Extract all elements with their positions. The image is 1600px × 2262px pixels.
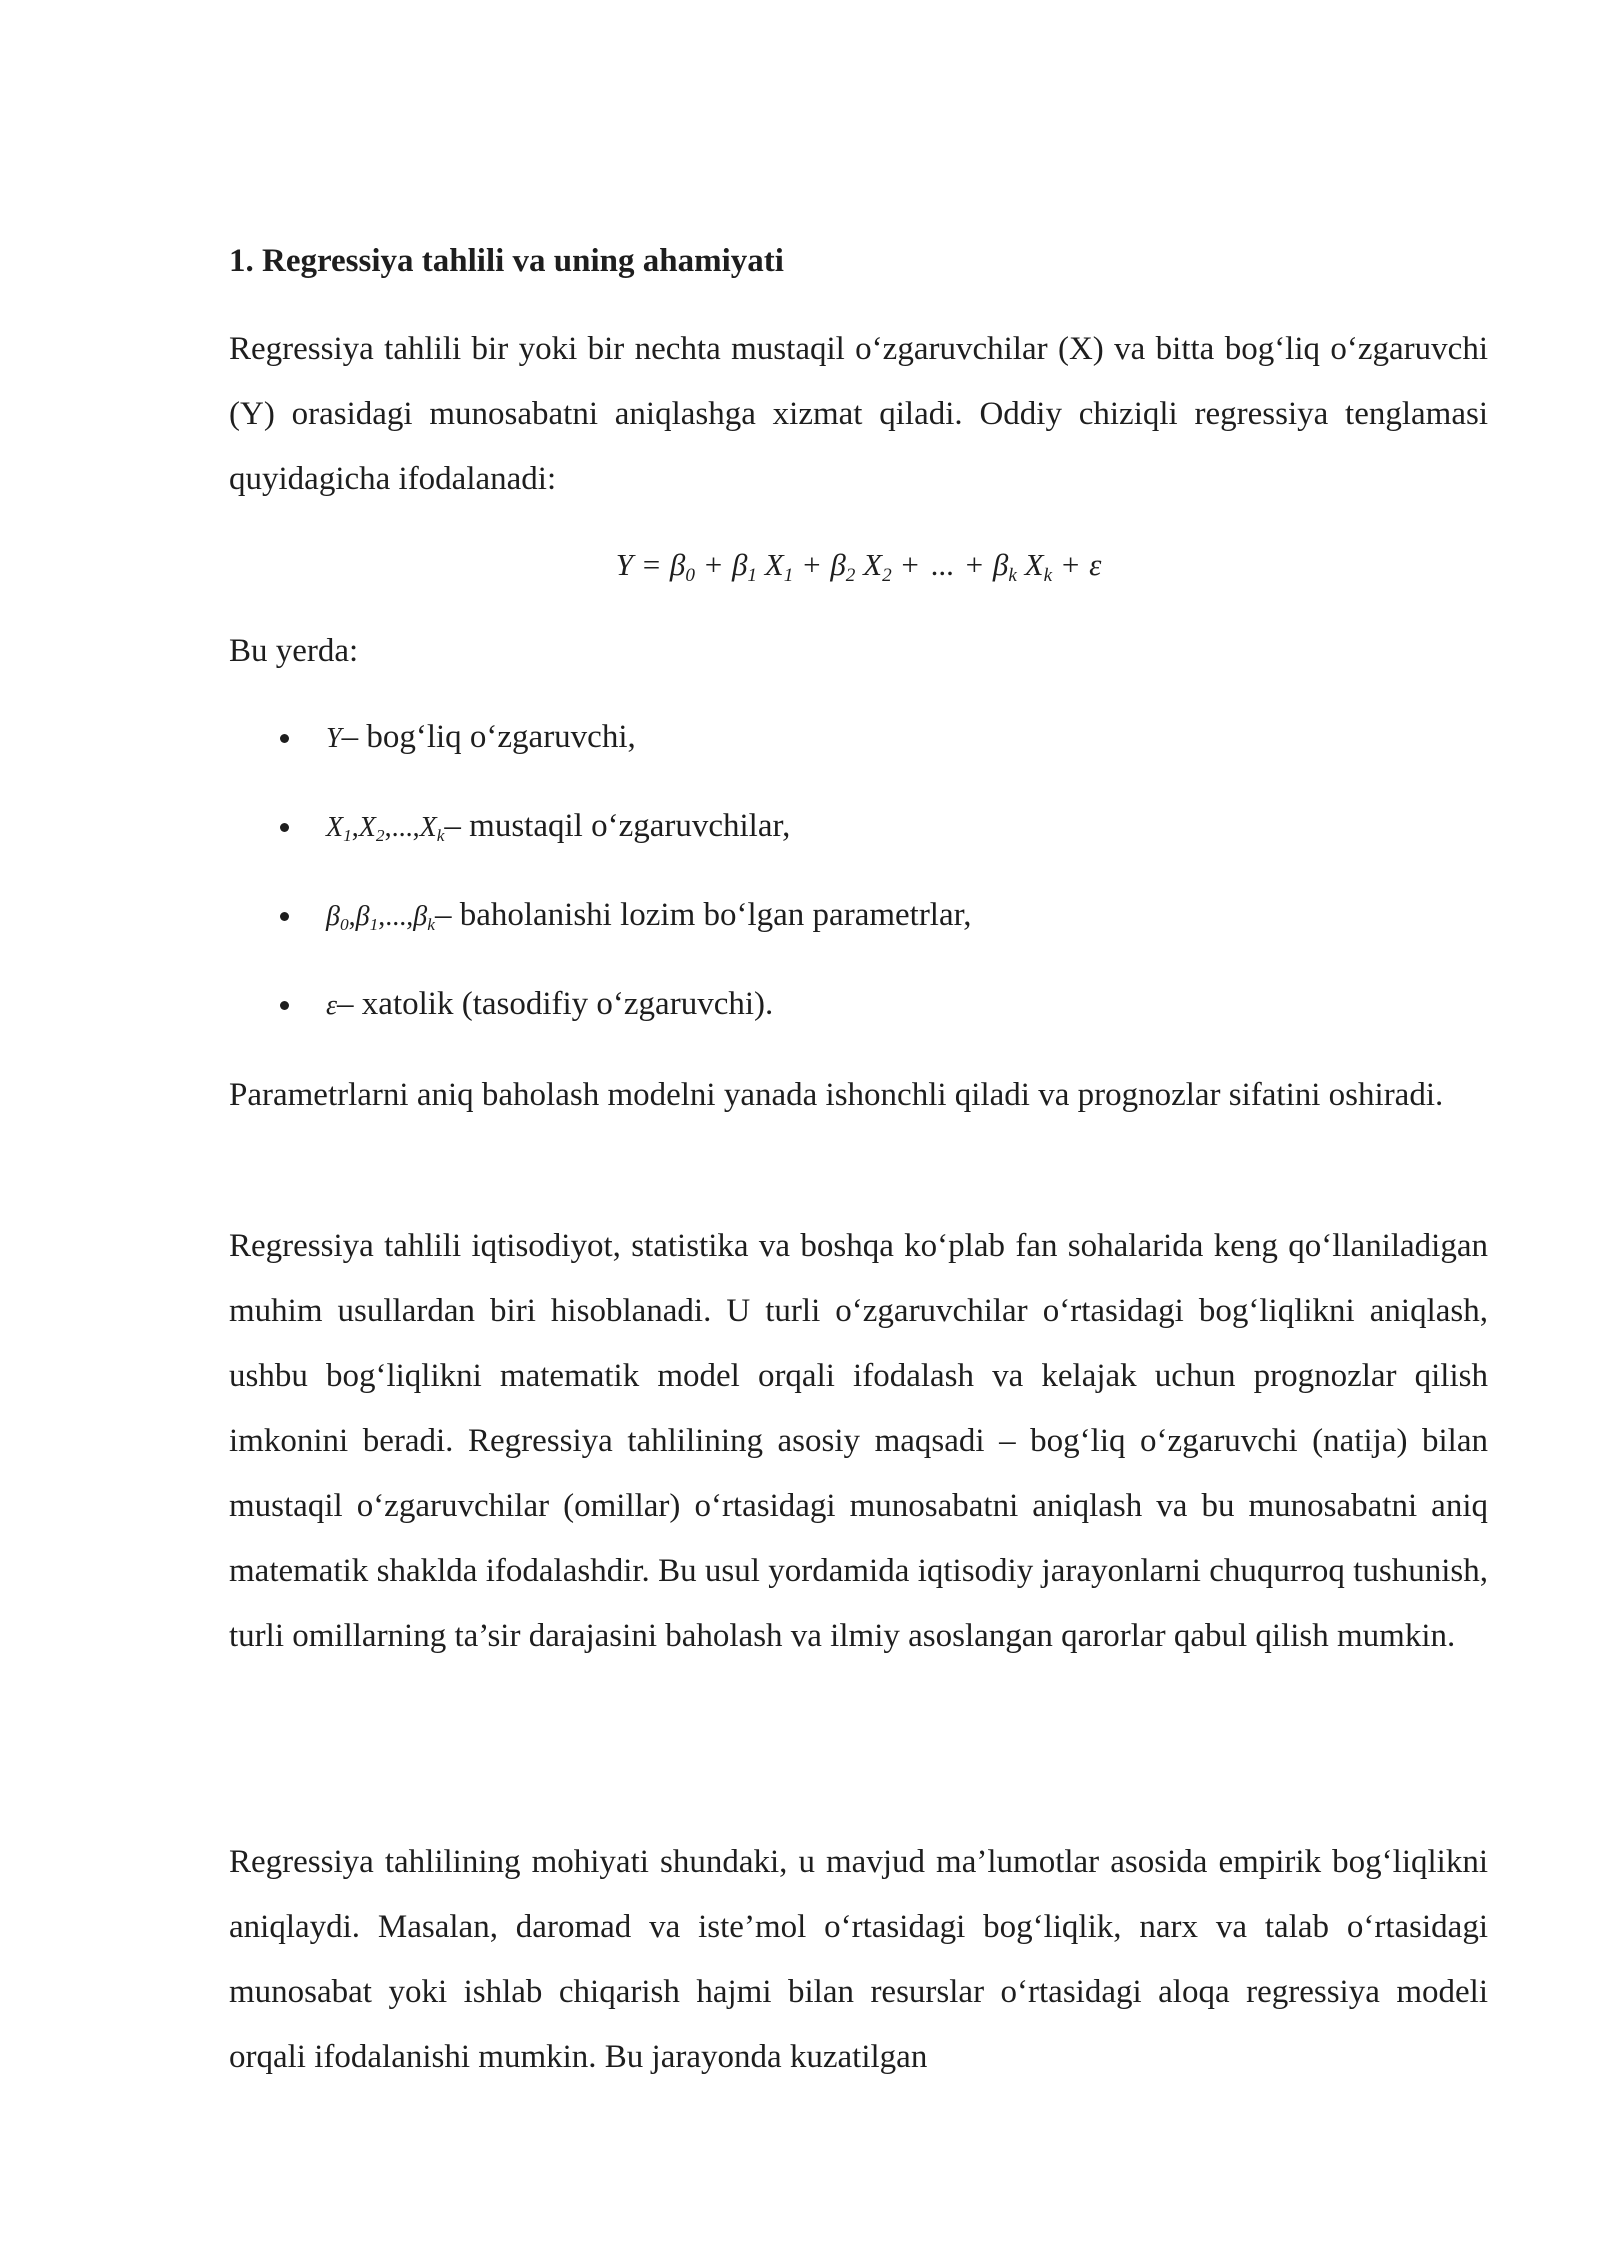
eq-beta1: $\beta_1$ <box>731 547 758 586</box>
definition-text: – bog‘liq o‘zgaruvchi, <box>341 719 636 755</box>
math-symbol: ε <box>326 990 338 1021</box>
list-item <box>229 885 1488 945</box>
regression-equation <box>229 530 1488 600</box>
bullet-icon <box>280 823 289 832</box>
paragraph: Regressiya tahlili iqtisodiyot, statistika va boshqa ko‘plab fan sohalarida keng qo‘llaniladigan muhim usullardan biri hisoblanadi. U turli o‘zgaruvchilar o‘rtasidagi bog‘liqlikni aniqlash, ushbu bog‘liqlikni matematik model orqali ifodalash va kelajak uchun prognozlar qilish imkonini beradi. Regressiya tahlilining asosiy maqsadi – bog‘liq o‘zgaruvchi (natija) bilan mustaqil o‘zgaruvchilar (omillar) o‘rtasidagi munosabatni aniqlash va bu munosabatni aniq matematik shaklda ifodalashdir. Bu usul yordamida iqtisodiy jarayonlarni chuqurroq tushunish, turli omillarning ta’sir darajasini baholash va ilmiy asoslangan qarorlar qabul qilish mumkin. <box>229 1228 1488 1654</box>
eq-plus: + <box>704 547 723 582</box>
definition-text: – baholanishi lozim bo‘lgan parametrlar, <box>434 897 972 933</box>
paragraph: Parametrlarni aniq baholash modelni yanada ishonchli qiladi va prognozlar sifatini oshiradi. <box>229 1077 1444 1113</box>
paragraph: Regressiya tahlilining mohiyati shundaki, u mavjud ma’lumotlar asosida empirik bog‘liqlikni aniqlaydi. Masalan, daromad va iste’mol o‘rtasidagi bog‘liqlik, narx va talab o‘rtasidagi munosabat yoki ishlab chiqarish hajmi bilan resurslar o‘rtasidagi aloqa regressiya modeli orqali ifodalanishi mumkin. Bu jarayonda kuzatilgan <box>229 1844 1488 2075</box>
math-symbol: $\beta_0,\beta_1,...,\beta_k$ <box>326 901 435 935</box>
section-heading: 1. Regressiya tahlili va uning ahamiyati <box>229 243 784 279</box>
eq-y: Y <box>615 547 633 582</box>
eq-ellipsis: ... <box>930 547 954 582</box>
math-symbol: $X_1,X_2,...,X_k$ <box>326 812 445 846</box>
math-symbol: Y <box>326 723 342 754</box>
list-item <box>229 974 1488 1034</box>
eq-xk: $X_k$ <box>1024 547 1053 586</box>
intro-paragraph: Regressiya tahlili bir yoki bir nechta mustaqil o‘zgaruvchilar (X) va bitta bog‘liq o‘zgaruvchi (Y) orasidagi munosabatni aniqlashga xizmat qiladi. Oddiy chiziqli regressiya tenglamasi quyidagicha ifodalanadi: <box>229 331 1488 497</box>
bullet-icon <box>280 734 289 743</box>
definition-text: – xatolik (tasodifiy o‘zgaruvchi). <box>337 986 774 1022</box>
bullet-icon <box>280 912 289 921</box>
eq-plus: + <box>1061 547 1080 582</box>
list-item <box>229 707 1488 767</box>
list-item <box>229 796 1488 856</box>
where-label: Bu yerda: <box>229 633 359 669</box>
eq-x1: $X_1$ <box>764 547 794 586</box>
bullet-icon <box>280 1001 289 1010</box>
eq-beta2: $\beta_2$ <box>830 547 856 586</box>
eq-equals: = <box>642 547 661 582</box>
eq-plus: + <box>965 547 984 582</box>
eq-x2: $X_2$ <box>863 547 892 586</box>
eq-plus: + <box>803 547 821 582</box>
eq-betak: $\beta_k$ <box>992 547 1017 586</box>
eq-beta0: $\beta_0$ <box>669 547 695 586</box>
eq-epsilon: ε <box>1089 547 1102 582</box>
eq-plus: + <box>901 547 919 582</box>
definition-text: – mustaqil o‘zgaruvchilar, <box>444 808 791 844</box>
